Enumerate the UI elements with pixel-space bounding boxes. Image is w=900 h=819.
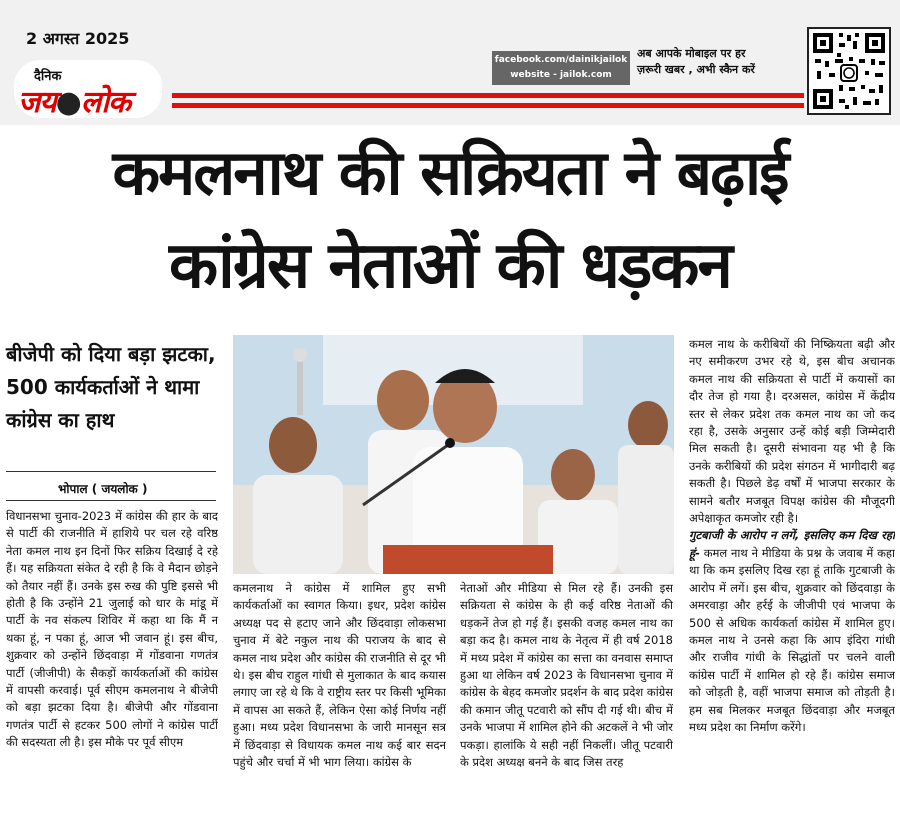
website-link[interactable]: website - jailok.com (510, 70, 612, 80)
column-4-paragraph-2: कमल नाथ ने मीडिया के प्रश्न के जवाब में कहा था कि कम इसलिए दिख रहा हूं ताकि गुटबाजी के आरोप में लगें। इस बीच, शुक्रवार को छिंदवाड़ा के अमरवाड़ा और हर्रई के जीजीपी एवं भाजपा के 500 से अधिक कार्यकर्ता कांग्रेस में शामिल हुए। कमल नाथ ने उनसे कहा कि आप इंदिरा गांधी और राजीव गांधी के सिद्धांतों पर चलने वाली कांग्रेस पार्टी में शामिल हो रहे हैं। कांग्रेस समाज को जोड़ती है, वहीं भाजपा समाज को तोड़ती है। हम सब मिलकर मजबूत छिंदवाड़ा और मजबूत मध्य प्रदेश का निर्माण करेंगे। (689, 545, 895, 734)
column-4-paragraph-1: कमल नाथ के करीबियों की निष्क्रियता बढ़ी और नए समीकरण उभर रहे थे, इस बीच अचानक कमल नाथ की सक्रियता से पार्टी में कयासों का दौर तेज हो गया है। दरअसल, कांग्रेस में केंद्रीय स्तर से लेकर प्रदेश तक कमल नाथ का जो कद रहा है, उसके अनुसार उन्हें कोई बड़ी जिम्मेदारी मिल सकती है। दूसरी संभावना यह भी है कि उनके करीबियों की प्रदेश संगठन में भागीदारी बढ़ सकती है। पिछले डेढ़ वर्षों में भाजपा सरकार के सामने बतौर मजबूत विपक्ष कांग्रेस की मौजूदगी अपेक्षाकृत कमजोर रही है। (689, 337, 895, 526)
scan-prompt-line1: अब आपके मोबाइल पर हर (637, 47, 746, 60)
article-column-2: कमलनाथ ने कांग्रेस में शामिल हुए सभी कार्यकर्ताओं का स्वागत किया। इधर, प्रदेश कांग्रेस अध्यक्ष पद से हटाए जाने और छिंदवाड़ा लोकसभा चुनाव में बेटे नकुल नाथ की पराजय के बाद से कमल नाथ प्रदेश और कांग्रेस की राजनीति से दूर भी थे। इस बीच राहुल गांधी से मुलाकात के बाद कयास लगाए जा रहे थे कि वे राष्ट्रीय स्तर पर किसी भूमिका में वापस आ सकते हैं, लेकिन ऐसा कोई निर्णय नहीं हुआ। मध्य प्रदेश विधानसभा के जारी मानसून सत्र में छिंदवाड़ा से विधायक कमल नाथ कई बार सदन पहुंचे और चर्चा में भी भाग लिया। कांग्रेस के (233, 581, 446, 770)
masthead (0, 0, 900, 125)
article-column-4 (689, 336, 895, 816)
logo-word-left: जय (18, 85, 56, 120)
column-4-subheading: गुटबाजी के आरोप न लगें, इसलिए कम दिख रहा हूं- (689, 528, 895, 560)
facebook-link[interactable]: facebook.com/dainikjailok (494, 55, 628, 65)
red-stripe-top (172, 93, 804, 98)
article-photo (233, 335, 674, 574)
article-column-1: विधानसभा चुनाव-2023 में कांग्रेस की हार के बाद से पार्टी की राजनीति में हाशिये पर चल रहे वरिष्ठ नेता कमल नाथ इन दिनों फिर सक्रिय दिखाई दे रहे हैं। यह सक्रियता संकेत दे रही है कि वे मैदान छोड़ने को तैयार नहीं हैं। उनके इस रुख की पुष्टि इससे भी होती है कि उन्होंने 21 जुलाई को धार के मांडू में पार्टी के नव संकल्प शिविर में कहा था कि मैं न थका हूं, न पका हूं, आज भी जवान हूं। इस बीच, शुक्रवार को उन्होंने छिंदवाड़ा में गोंडवाना गणतंत्र पार्टी (जीजीपी) के सैकड़ों कार्यकर्ताओं की कांग्रेस में वापसी करवाई। पूर्व सीएम कमलनाथ ने बीजेपी को बड़ा झटका दिया है। बीजेपी और गोंडवाना गणतंत्र पार्टी से हटकर 500 लोगों ने कांग्रेस पार्टी की सदस्यता ली है। इस मौके पर पूर्व सीएम (6, 509, 218, 750)
dateline: भोपाल ( जयलोक ) (58, 482, 148, 496)
newspaper-logo (18, 80, 130, 121)
divider-top (6, 471, 216, 472)
headline-line2: कांग्रेस नेताओं की धड़कन (169, 229, 731, 303)
social-links-box (492, 51, 630, 85)
scan-prompt-line2: ज़रूरी खबर , अभी स्कैन करें (637, 63, 755, 76)
issue-date: 2 अगस्त 2025 (26, 29, 130, 48)
headline-line1: कमलनाथ की सक्रियता ने बढ़ाई (112, 136, 788, 209)
subheadline: बीजेपी को दिया बड़ा झटका, 500 कार्यकर्ताओं ने थामा कांग्रेस का हाथ (6, 342, 216, 432)
divider-bottom (6, 500, 216, 501)
globe-icon: ● (55, 85, 81, 120)
scan-prompt (637, 46, 755, 78)
article-column-3: नेताओं और मीडिया से मिल रहे हैं। उनकी इस सक्रियता से कांग्रेस के ही कई वरिष्ठ नेताओं की धड़कनें तेज हो गई हैं। इसकी वजह कमल नाथ का बड़ा कद है। कमल नाथ के नेतृत्व में ही वर्ष 2018 में मध्य प्रदेश में कांग्रेस का सत्ता का वनवास समाप्त हुआ था लेकिन वर्ष 2023 के विधानसभा चुनाव में कांग्रेस के बेहद कमजोर प्रदर्शन के बाद प्रदेश कांग्रेस की कमान जीतू पटवारी को सौंप दी गई थी। बीच में उनके भाजपा में शामिल होने की अटकलें ने भी जोर पकड़ा। हालांकि ये सही नहीं निकलीं। जीतू पटवारी के प्रदेश अध्यक्ष बनने के बाद जिस तरह (460, 581, 673, 770)
logo-word-right: लोक (80, 85, 131, 120)
qr-code-icon[interactable] (807, 27, 891, 115)
logo-prefix: दैनिक (34, 69, 62, 84)
red-stripe-bottom (172, 103, 804, 108)
